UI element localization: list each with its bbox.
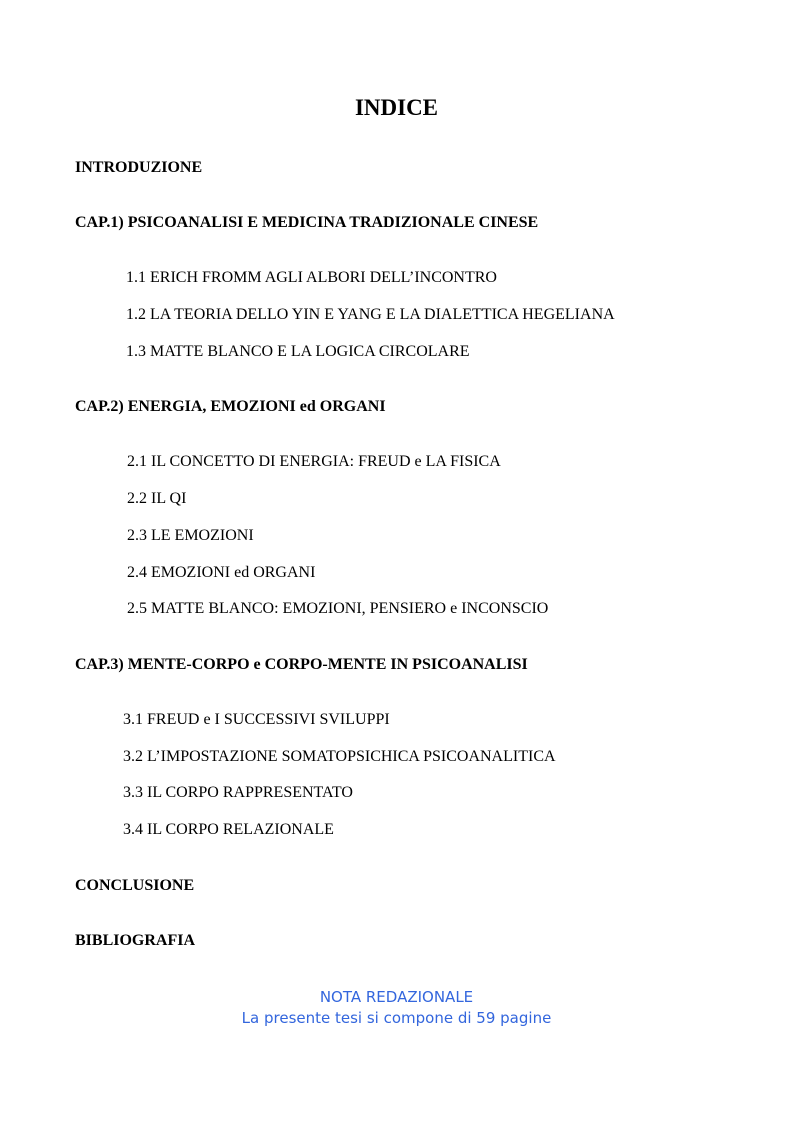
toc-section-1-3: 1.3 MATTE BLANCO E LA LOGICA CIRCOLARE <box>126 343 470 360</box>
editorial-note-text: La presente tesi si compone di 59 pagine <box>241 1009 552 1027</box>
toc-section-3-2: 3.2 L’IMPOSTAZIONE SOMATOPSICHICA PSICOANALITICA <box>123 748 556 765</box>
page-title: INDICE <box>354 95 439 120</box>
toc-section-3-1: 3.1 FREUD e I SUCCESSIVI SVILUPPI <box>123 711 390 728</box>
toc-conclusione: CONCLUSIONE <box>75 877 195 894</box>
toc-section-2-4: 2.4 EMOZIONI ed ORGANI <box>127 564 316 581</box>
toc-section-3-3: 3.3 IL CORPO RAPPRESENTATO <box>123 784 353 801</box>
editorial-note-heading: NOTA REDAZIONALE <box>319 988 474 1006</box>
toc-section-2-2: 2.2 IL QI <box>127 490 187 507</box>
toc-section-1-2: 1.2 LA TEORIA DELLO YIN E YANG E LA DIALETTICA HEGELIANA <box>126 306 615 323</box>
toc-section-1-1: 1.1 ERICH FROMM AGLI ALBORI DELL’INCONTRO <box>126 269 497 286</box>
toc-section-2-5: 2.5 MATTE BLANCO: EMOZIONI, PENSIERO e INCONSCIO <box>127 600 549 617</box>
toc-bibliografia: BIBLIOGRAFIA <box>75 932 196 949</box>
toc-chapter-3-title: CAP.3) MENTE-CORPO e CORPO-MENTE IN PSICOANALISI <box>75 656 528 673</box>
toc-chapter-2-title: CAP.2) ENERGIA, EMOZIONI ed ORGANI <box>75 398 386 415</box>
toc-section-2-3: 2.3 LE EMOZIONI <box>127 527 254 544</box>
toc-section-3-4: 3.4 IL CORPO RELAZIONALE <box>123 821 334 838</box>
toc-introduzione: INTRODUZIONE <box>75 159 203 176</box>
toc-chapter-1-title: CAP.1) PSICOANALISI E MEDICINA TRADIZIONALE CINESE <box>75 214 539 231</box>
toc-section-2-1: 2.1 IL CONCETTO DI ENERGIA: FREUD e LA FISICA <box>127 453 501 470</box>
